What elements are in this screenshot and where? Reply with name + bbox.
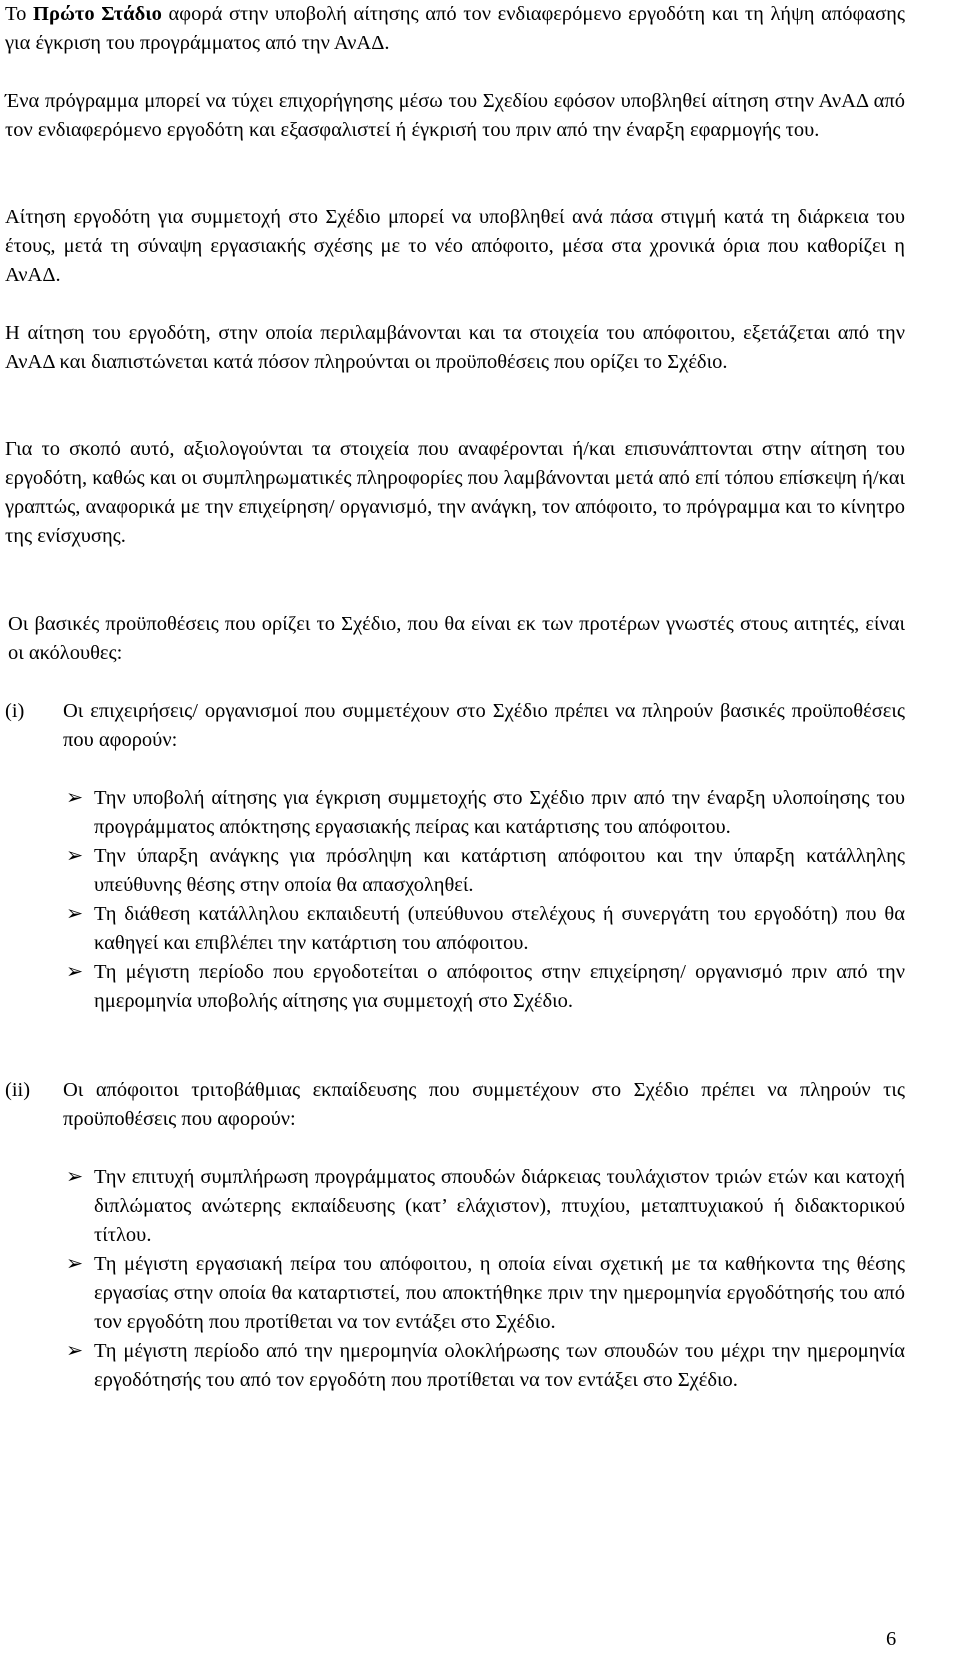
bullet-text: Τη μέγιστη εργασιακή πείρα του απόφοιτου, η οποία είναι σχετική με τα καθήκοντα της θέσης εργασίας στην οποία θα καταρτιστεί, που αποκτήθηκε πριν την ημερομηνία εργοδότησής του από τον εργοδότη που προτίθεται να τον εντάξει στο Σχέδιο. [94, 1253, 905, 1333]
paragraph-evaluation: Για το σκοπό αυτό, αξιολογούνται τα στοιχεία που αναφέρονται ή/και επισυνάπτονται στην αίτηση του εργοδότη, καθώς και οι συμπληρωματικές πληροφορίες που λαμβάνονται μετά από επί τόπου επίσκεψη ή/και γραπτώς, αναφορικά με την επιχείρηση/ οργανισμό, την ανάγκη, τον απόφοιτο, το πρόγραμμα και το κίνητρο της ενίσχυσης. [5, 438, 905, 547]
item-text: Οι επιχειρήσεις/ οργανισμοί που συμμετέχουν στο Σχέδιο πρέπει να πληρούν βασικές προϋποθέσεις που αφορούν: [63, 700, 905, 751]
bold-term: Πρώτο Στάδιο [33, 3, 162, 25]
bullet-text: Την ύπαρξη ανάγκης για πρόσληψη και κατάρτιση απόφοιτου και την ύπαρξη κατάλληλης υπεύθυνης θέσης στην οποία θα απασχοληθεί. [94, 845, 905, 896]
bullet-text: Τη μέγιστη περίοδο που εργοδοτείται ο απόφοιτος στην επιχείρηση/ οργανισμό πριν από την ημερομηνία υποβολής αίτησης για συμμετοχή στο Σχέδιο. [94, 961, 905, 1012]
item-marker: (i) [5, 700, 25, 722]
list-item [66, 1250, 905, 1337]
arrow-bullet-icon: ➢ [66, 961, 84, 983]
arrow-bullet-icon: ➢ [66, 1166, 84, 1188]
item-marker: (ii) [5, 1079, 31, 1101]
list-item [66, 1163, 905, 1250]
paragraph-text: Το [5, 3, 34, 25]
arrow-bullet-icon: ➢ [66, 903, 84, 925]
paragraph-application: Αίτηση εργοδότη για συμμετοχή στο Σχέδιο μπορεί να υποβληθεί ανά πάσα στιγμή κατά τη διάρκεια του έτους, μετά τη σύναψη εργασιακής σχέσης με το νέο απόφοιτο, μέσα στα χρονικά όρια που καθορίζει η ΑνΑΔ. [5, 206, 905, 286]
bullet-text: Την υποβολή αίτησης για έγκριση συμμετοχής στο Σχέδιο πριν από την έναρξη υλοποίησης του προγράμματος απόκτησης εργασιακής πείρας και κατάρτισης του απόφοιτου. [94, 787, 905, 838]
paragraph-text: αφορά στην υποβολή αίτησης από τον ενδιαφερόμενο εργοδότη και τη λήψη απόφασης για έγκριση του προγράμματος από την ΑνΑΔ. [5, 3, 905, 54]
list-item [66, 958, 905, 1016]
paragraph-review: Η αίτηση του εργοδότη, στην οποία περιλαμβάνονται και τα στοιχεία του απόφοιτου, εξετάζεται από την ΑνΑΔ και διαπιστώνεται κατά πόσον πληρούνται οι προϋποθέσεις που ορίζει το Σχέδιο. [5, 322, 905, 373]
list-item [66, 842, 905, 900]
paragraph-first-stage [5, 0, 905, 58]
list-item [66, 900, 905, 958]
arrow-bullet-icon: ➢ [66, 1253, 84, 1275]
arrow-bullet-icon: ➢ [66, 1340, 84, 1362]
bullet-text: Τη μέγιστη περίοδο από την ημερομηνία ολοκλήρωσης των σπουδών του μέχρι την ημερομηνία εργοδότησής του από τον εργοδότη που προτίθεται να τον εντάξει στο Σχέδιο. [94, 1340, 905, 1391]
arrow-bullet-icon: ➢ [66, 787, 84, 809]
page-number: 6 [886, 1628, 897, 1650]
bullet-text: Τη διάθεση κατάλληλου εκπαιδευτή (υπεύθυνου στελέχους ή συνεργάτη του εργοδότη) που θα καθηγεί και επιβλέπει την κατάρτιση του απόφοιτου. [94, 903, 905, 954]
item-text: Οι απόφοιτοι τριτοβάθμιας εκπαίδευσης που συμμετέχουν στο Σχέδιο πρέπει να πληρούν τις προϋποθέσεις που αφορούν: [63, 1079, 905, 1130]
list-item [66, 784, 905, 842]
arrow-bullet-icon: ➢ [66, 845, 84, 867]
paragraph-conditions: Οι βασικές προϋποθέσεις που ορίζει το Σχέδιο, που θα είναι εκ των προτέρων γνωστές στους αιτητές, είναι οι ακόλουθες: [8, 613, 905, 664]
bullet-list-graduates [66, 1163, 905, 1395]
bullet-text: Την επιτυχή συμπλήρωση προγράμματος σπουδών διάρκειας τουλάχιστον τριών ετών και κατοχή διπλώματος ανώτερης εκπαίδευσης (κατ’ ελάχιστον), πτυχίου, μεταπτυχιακού ή διδακτορικού τίτλου. [94, 1166, 905, 1246]
bullet-list-employers [66, 784, 905, 1016]
paragraph-funding: Ένα πρόγραμμα μπορεί να τύχει επιχορήγησης μέσω του Σχεδίου εφόσον υποβληθεί αίτηση στην ΑνΑΔ από τον ενδιαφερόμενο εργοδότη και εξασφαλιστεί ή έγκρισή του πριν από την έναρξη εφαρμογής του. [5, 90, 905, 141]
list-item [66, 1337, 905, 1395]
